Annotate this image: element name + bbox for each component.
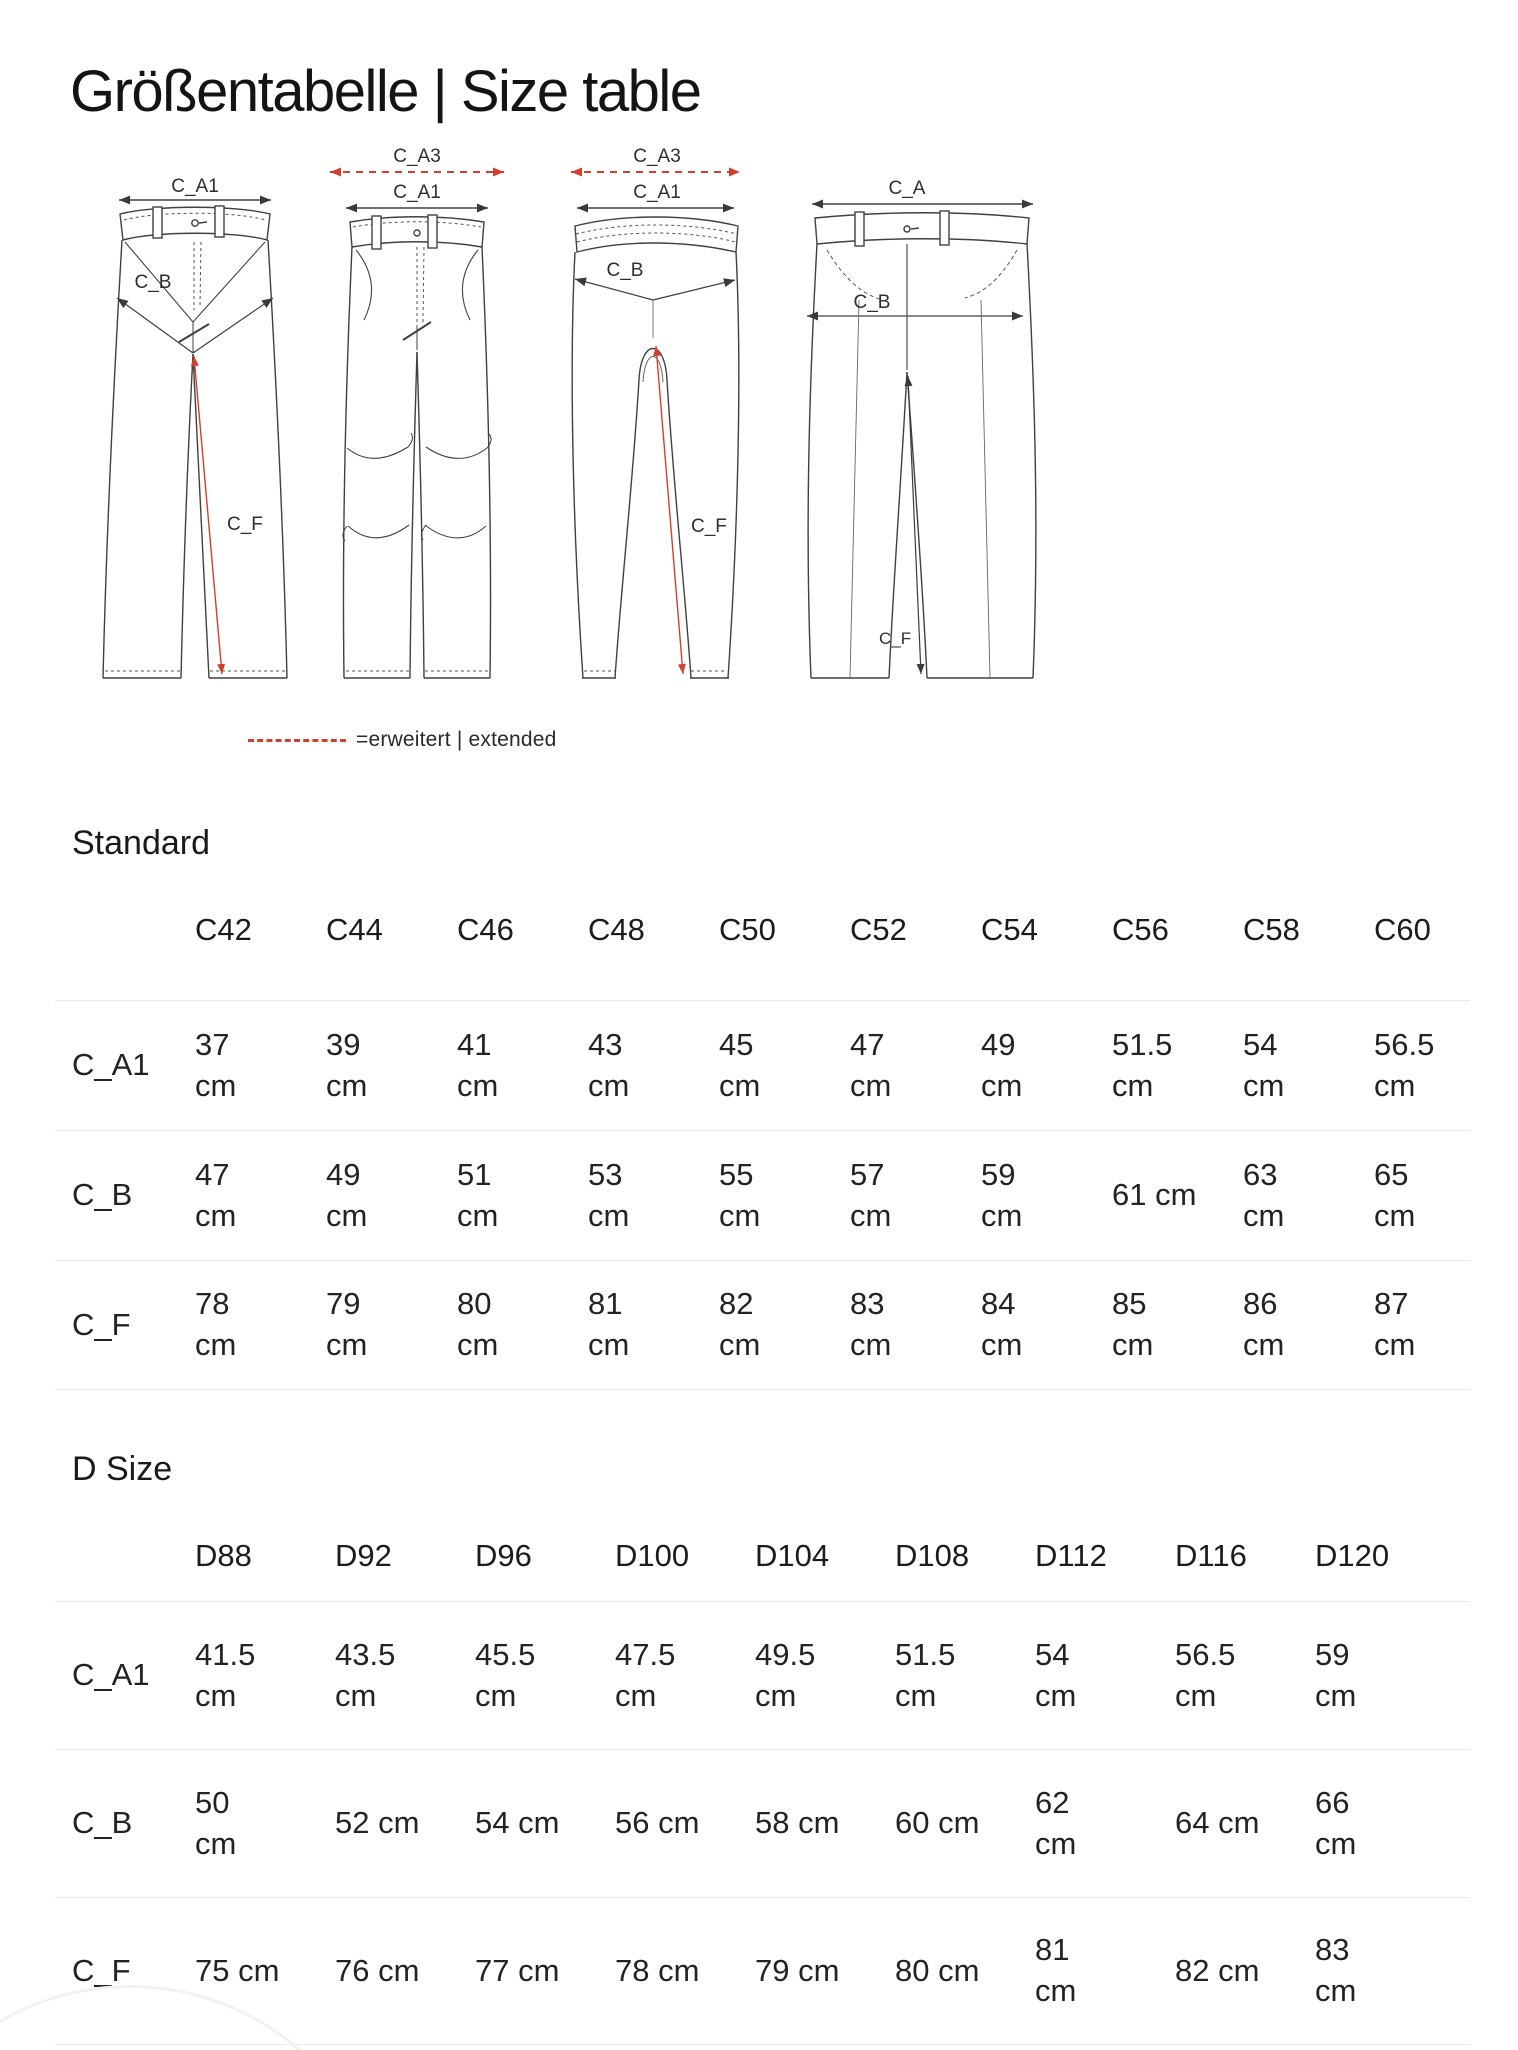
size-value-cell: 84 cm — [981, 1286, 1023, 1362]
size-column-header: C50 — [719, 912, 776, 947]
standard-size-table — [55, 898, 1470, 1390]
measurement-row-label: C_A1 — [72, 1657, 150, 1693]
size-value-cell: 45 cm — [719, 1026, 761, 1103]
size-table-row — [55, 1260, 1470, 1390]
size-value-cell: 56.5 cm — [1175, 1636, 1236, 1713]
measure-label-cb: C_B — [606, 260, 644, 281]
size-value-cell: 56.5 cm — [1374, 1026, 1435, 1103]
size-table-header-row — [55, 898, 1470, 1000]
size-value-cell: 49 cm — [981, 1026, 1023, 1103]
size-column-header: C54 — [981, 912, 1038, 947]
size-value-cell: 47 cm — [195, 1156, 237, 1233]
measure-label-ca1: C_A1 — [393, 182, 441, 203]
size-value-cell: 49.5 cm — [755, 1636, 816, 1713]
measure-label-cf: C_F — [691, 516, 727, 537]
size-value-cell: 59 cm — [1315, 1636, 1357, 1713]
size-value-cell: 81 cm — [1035, 1932, 1077, 2008]
size-value-cell: 45.5 cm — [475, 1636, 536, 1713]
size-column-header: D108 — [895, 1538, 970, 1573]
size-value-cell: 80 cm — [457, 1286, 499, 1362]
measure-label-cf: C_F — [879, 629, 912, 648]
size-value-cell: 62 cm — [1035, 1784, 1077, 1861]
size-value-cell: 51.5 cm — [1112, 1026, 1173, 1103]
size-column-header: D96 — [475, 1538, 532, 1573]
measurement-row-label: C_A1 — [72, 1047, 150, 1083]
red-dashed-line-icon — [248, 739, 346, 742]
pants-front-slim-drawing — [563, 130, 748, 685]
size-table-row — [55, 1897, 1470, 2045]
size-value-cell: 81 cm — [588, 1286, 630, 1362]
size-value-cell: 54 cm — [1243, 1026, 1285, 1103]
measurement-row-label: C_F — [72, 1306, 131, 1342]
size-table-row — [55, 1601, 1470, 1749]
size-value-cell: 54 cm — [1035, 1636, 1077, 1713]
size-value-cell: 37 cm — [195, 1026, 237, 1103]
size-table-corner — [55, 1536, 195, 1601]
size-value-cell: 57 cm — [850, 1156, 892, 1233]
size-value-cell: 83 cm — [850, 1286, 892, 1362]
size-value-cell: 51 cm — [457, 1156, 499, 1233]
size-value-cell: 41.5 cm — [195, 1636, 256, 1713]
size-value-cell: 87 cm — [1374, 1286, 1416, 1362]
size-value-cell: 49 cm — [326, 1156, 368, 1233]
size-column-header: C44 — [326, 912, 383, 947]
measure-label-ca1: C_A1 — [633, 182, 681, 203]
pants-front-work-drawing — [322, 130, 512, 685]
size-value-cell: 47.5 cm — [615, 1636, 676, 1713]
size-value-cell: 79 cm — [755, 1952, 840, 1988]
size-value-cell: 52 cm — [335, 1805, 420, 1841]
size-value-cell: 80 cm — [895, 1952, 980, 1988]
measure-label-ca: C_A — [888, 178, 926, 199]
size-value-cell: 56 cm — [615, 1805, 700, 1841]
size-column-header: C46 — [457, 912, 514, 947]
measure-label-ca3: C_A3 — [633, 146, 681, 167]
size-column-header: D104 — [755, 1538, 830, 1573]
size-value-cell: 65 cm — [1374, 1156, 1416, 1233]
measure-label-cf: C_F — [227, 514, 263, 535]
size-column-header: C56 — [1112, 912, 1169, 947]
size-value-cell: 64 cm — [1175, 1805, 1260, 1841]
size-value-cell: 58 cm — [755, 1805, 840, 1841]
measurement-row-label: C_B — [72, 1805, 133, 1841]
page-title: Größentabelle | Size table — [70, 59, 701, 124]
size-column-header: C52 — [850, 912, 907, 947]
size-value-cell: 61 cm — [1112, 1177, 1197, 1213]
size-column-header: C42 — [195, 912, 252, 947]
size-value-cell: 82 cm — [719, 1286, 761, 1362]
d-size-table — [55, 1520, 1470, 2045]
size-column-header: D88 — [195, 1538, 252, 1573]
size-value-cell: 63 cm — [1243, 1156, 1285, 1233]
size-column-header: D116 — [1175, 1538, 1247, 1573]
extended-legend — [248, 728, 557, 752]
size-value-cell: 86 cm — [1243, 1286, 1285, 1362]
size-value-cell: 78 cm — [615, 1952, 700, 1988]
size-column-header: C60 — [1374, 912, 1431, 947]
size-column-header: D92 — [335, 1538, 392, 1573]
size-value-cell: 47 cm — [850, 1026, 892, 1103]
size-table-header-row — [55, 1520, 1470, 1601]
size-table-corner — [55, 910, 195, 1000]
measurement-row-label: C_F — [72, 1952, 131, 1988]
section-label-d-size: D Size — [72, 1450, 173, 1488]
size-value-cell: 60 cm — [895, 1805, 980, 1841]
size-value-cell: 41 cm — [457, 1026, 499, 1103]
size-value-cell: 39 cm — [326, 1026, 368, 1103]
size-value-cell: 55 cm — [719, 1156, 761, 1233]
pants-technical-drawings — [0, 130, 1518, 685]
legend-text: =erweitert | extended — [356, 728, 557, 751]
size-table-row — [55, 1000, 1470, 1130]
size-value-cell: 82 cm — [1175, 1952, 1260, 1988]
size-value-cell: 59 cm — [981, 1156, 1023, 1233]
measure-label-ca3: C_A3 — [393, 146, 441, 167]
size-value-cell: 75 cm — [195, 1952, 280, 1988]
size-value-cell: 50 cm — [195, 1784, 237, 1861]
size-value-cell: 79 cm — [326, 1286, 368, 1362]
size-column-header: D100 — [615, 1538, 690, 1573]
measure-label-cb: C_B — [134, 272, 172, 293]
size-table-row — [55, 1130, 1470, 1260]
size-value-cell: 51.5 cm — [895, 1636, 956, 1713]
size-value-cell: 53 cm — [588, 1156, 630, 1233]
size-column-header: C58 — [1243, 912, 1300, 947]
size-value-cell: 43 cm — [588, 1026, 630, 1103]
measure-label-ca1: C_A1 — [171, 176, 219, 197]
size-table-row — [55, 1749, 1470, 1897]
size-value-cell: 78 cm — [195, 1286, 237, 1362]
pants-front-straight-drawing — [95, 130, 295, 685]
size-value-cell: 77 cm — [475, 1952, 560, 1988]
size-value-cell: 83 cm — [1315, 1932, 1357, 2008]
pants-back-view-drawing — [795, 130, 1045, 685]
size-value-cell: 76 cm — [335, 1952, 420, 1988]
size-value-cell: 54 cm — [475, 1805, 560, 1841]
measurement-row-label: C_B — [72, 1177, 133, 1213]
size-value-cell: 66 cm — [1315, 1784, 1357, 1861]
size-value-cell: 85 cm — [1112, 1286, 1154, 1362]
section-label-standard: Standard — [72, 824, 210, 862]
size-value-cell: 43.5 cm — [335, 1636, 396, 1713]
size-column-header: D120 — [1315, 1538, 1390, 1573]
size-column-header: C48 — [588, 912, 645, 947]
measure-label-cb: C_B — [853, 292, 891, 313]
size-column-header: D112 — [1035, 1538, 1107, 1573]
